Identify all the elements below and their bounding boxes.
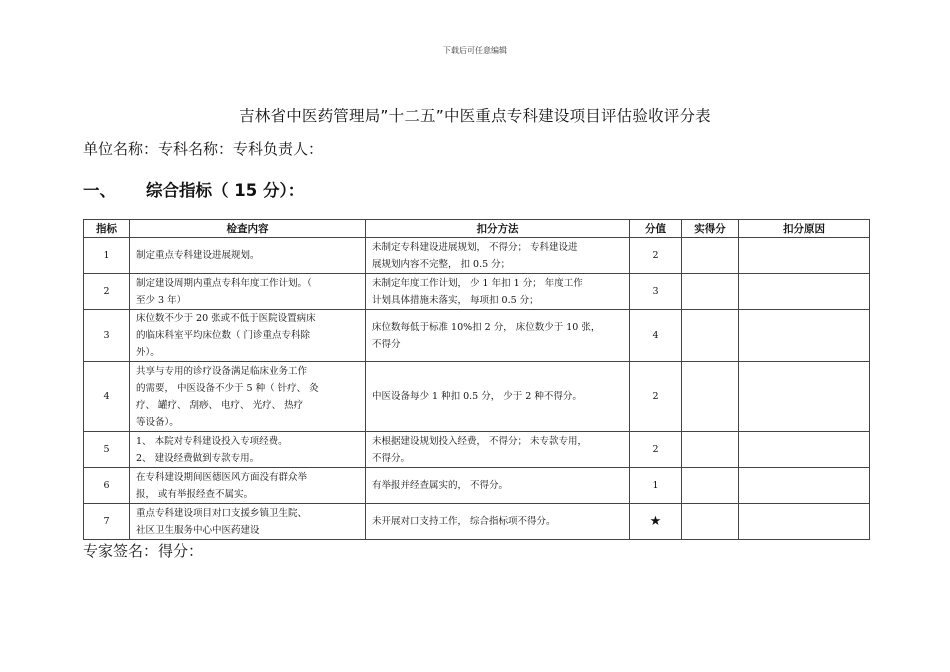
method-line: 未根据建设规划投入经费， 不得分； 未专款专用， [372, 435, 588, 447]
method-line: 计划具体措施未落实， 每项扣 0.5 分； [372, 294, 539, 306]
header-actual: 实得分 [682, 220, 739, 238]
cell-method [366, 238, 630, 274]
cell-deduction-reason[interactable] [739, 238, 870, 274]
content-line: 共享与专用的诊疗设备满足临床业务工作 [136, 365, 308, 377]
content-line: 外）。 [136, 347, 160, 358]
method-line: 有举报并经查属实的， 不得分。 [372, 480, 509, 491]
content-line: 等设备）。 [136, 416, 179, 428]
cell-method [366, 468, 630, 504]
cell-content [130, 362, 366, 432]
header-note: 下载后可任意编辑 [443, 46, 507, 55]
table-row [84, 362, 870, 432]
content-line: 在专科建设期间医德医风方面没有群众举 [136, 471, 308, 483]
method-line: 未开展对口支持工作， 综合指标项不得分。 [372, 516, 556, 527]
cell-content [130, 310, 366, 362]
cell-actual-score[interactable] [682, 238, 739, 274]
header-reason: 扣分原因 [739, 220, 870, 238]
content-line: 疗、 罐疗、 刮痧、 电疗、 光疗、 热疗 [136, 399, 304, 411]
cell-deduction-reason[interactable] [739, 274, 870, 310]
cell-score: 3 [630, 274, 682, 310]
cell-content [130, 238, 366, 274]
cell-method [366, 432, 630, 468]
cell-index: 3 [84, 310, 130, 362]
cell-content [130, 274, 366, 310]
header-score: 分值 [630, 220, 682, 238]
cell-method [366, 310, 630, 362]
cell-index: 1 [84, 238, 130, 274]
signature-line: 专家签名：得分： [83, 542, 204, 560]
method-line: 中医设备每少 1 种扣 0.5 分， 少于 2 种不得分。 [372, 391, 582, 402]
table-header-row [84, 220, 870, 238]
content-line: 重点专科建设项目对口支援乡镇卫生院、 [136, 507, 308, 519]
cell-index: 7 [84, 504, 130, 540]
table-row [84, 432, 870, 468]
cell-actual-score[interactable] [682, 362, 739, 432]
content-line: 制定建设周期内重点专科年度工作计划。（ [136, 277, 312, 289]
cell-content [130, 504, 366, 540]
cell-deduction-reason[interactable] [739, 432, 870, 468]
cell-score: 2 [630, 432, 682, 468]
cell-index: 6 [84, 468, 130, 504]
header-method: 扣分方法 [366, 220, 630, 238]
content-line: 社区卫生服务中心中医药建设 [136, 524, 260, 536]
cell-deduction-reason[interactable] [739, 310, 870, 362]
method-line: 床位数每低于标准 10%扣 2 分， 床位数少于 10 张， [372, 321, 601, 333]
content-line: 2、 建设经费做到专款专用。 [136, 452, 260, 464]
cell-index: 4 [84, 362, 130, 432]
cell-score: 4 [630, 310, 682, 362]
section-title: 综合指标（ 15 分）： [146, 181, 305, 200]
cell-actual-score[interactable] [682, 432, 739, 468]
cell-method [366, 274, 630, 310]
section-heading [83, 177, 304, 201]
cell-score: ★ [630, 504, 682, 540]
cell-index: 5 [84, 432, 130, 468]
content-line: 1、 本院对专科建设投入专项经费。 [136, 435, 288, 447]
content-line: 的需要， 中医设备不少于 5 种（ 针疗、 灸 [136, 382, 319, 394]
table-body [84, 238, 870, 540]
cell-index: 2 [84, 274, 130, 310]
table-row [84, 274, 870, 310]
cell-score: 1 [630, 468, 682, 504]
content-line: 的临床科室平均床位数（ 门诊重点专科除 [136, 330, 311, 341]
cell-score: 2 [630, 362, 682, 432]
method-line: 未制定年度工作计划， 少 1 年扣 1 分； 年度工作 [372, 277, 583, 289]
content-line: 报， 或有举报经查不属实。 [136, 488, 254, 500]
table-row [84, 504, 870, 540]
cell-actual-score[interactable] [682, 310, 739, 362]
method-line: 展规划内容不完整， 扣 0.5 分； [372, 258, 511, 270]
cell-actual-score[interactable] [682, 274, 739, 310]
content-line: 制定重点专科建设进展规划。 [136, 250, 260, 261]
document-title: 吉林省中医药管理局”十二五”中医重点专科建设项目评估验收评分表 [239, 107, 711, 125]
cell-deduction-reason[interactable] [739, 504, 870, 540]
cell-deduction-reason[interactable] [739, 362, 870, 432]
scoring-table [83, 219, 870, 540]
header-index: 指标 [84, 220, 130, 238]
cell-content [130, 468, 366, 504]
table-row [84, 310, 870, 362]
header-content: 检查内容 [130, 220, 366, 238]
content-line: 床位数不少于 20 张或不低于医院设置病床 [136, 313, 316, 324]
method-line: 不得分 [372, 338, 401, 350]
cell-actual-score[interactable] [682, 504, 739, 540]
cell-method [366, 362, 630, 432]
content-line: 至少 3 年） [136, 294, 187, 306]
cell-content [130, 432, 366, 468]
table-row [84, 238, 870, 274]
cell-actual-score[interactable] [682, 468, 739, 504]
method-line: 不得分。 [372, 452, 411, 464]
table-row [84, 468, 870, 504]
cell-score: 2 [630, 238, 682, 274]
section-number: 一、 [83, 181, 116, 200]
method-line: 未制定专科建设进展规划， 不得分； 专科建设进 [372, 241, 578, 253]
unit-info-line: 单位名称：专科名称：专科负责人： [83, 140, 324, 158]
cell-deduction-reason[interactable] [739, 468, 870, 504]
cell-method [366, 504, 630, 540]
